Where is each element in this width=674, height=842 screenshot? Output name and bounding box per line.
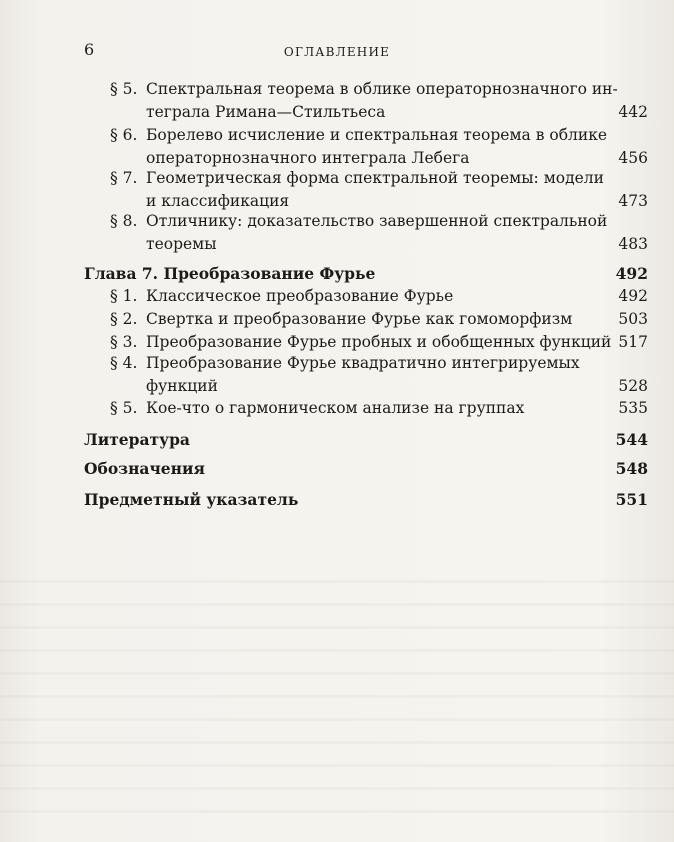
section-number: § 5.: [110, 80, 138, 98]
back-matter-title: Предметный указатель: [84, 490, 299, 509]
bleed-through-decoration: [0, 560, 674, 820]
back-matter-page: 544: [615, 430, 648, 449]
toc-entry-7-4[interactable]: [84, 354, 648, 400]
section-page: 517: [618, 333, 648, 351]
toc-entry-7-3[interactable]: [84, 333, 648, 355]
section-page: 456: [618, 149, 648, 167]
section-page: 483: [618, 235, 648, 253]
section-number: § 3.: [110, 333, 138, 351]
back-matter-title: Обозначения: [84, 459, 205, 478]
section-title: Свертка и преобразование Фурье как гомоморфизм: [146, 310, 573, 328]
section-number: § 1.: [110, 287, 138, 305]
section-number: § 5.: [110, 399, 138, 417]
back-matter-title: Литература: [84, 430, 190, 449]
toc-chapter-7[interactable]: [84, 264, 648, 286]
toc-subject-index[interactable]: [84, 490, 648, 512]
section-page: 442: [618, 103, 648, 121]
section-title-cont: тегрaла Римана—Стильтьеса: [146, 103, 386, 121]
toc-entry-6-6[interactable]: [84, 126, 648, 172]
section-title: Преобразование Фурье квадратично интегрируемых: [146, 354, 580, 372]
chapter-page: 492: [615, 264, 648, 283]
page-number: 6: [84, 40, 95, 59]
section-title: Отличнику: доказательство завершенной спектральной: [146, 212, 608, 230]
toc-entry-7-5[interactable]: [84, 399, 648, 421]
toc-entry-7-1[interactable]: [84, 287, 648, 309]
chapter-title: Глава 7. Преобразование Фурье: [84, 264, 376, 283]
section-title: Спектральная теорема в облике операторнозначного ин-: [146, 80, 618, 98]
toc-entry-6-5[interactable]: [84, 80, 648, 126]
toc-entry-7-2[interactable]: [84, 310, 648, 332]
back-matter-page: 548: [615, 459, 648, 478]
section-title: Кое-что о гармоническом анализе на группах: [146, 399, 525, 417]
toc-literature[interactable]: [84, 430, 648, 452]
section-page: 492: [618, 287, 648, 305]
running-header: ОГЛАВЛЕНИЕ: [283, 45, 391, 59]
back-matter-page: 551: [615, 490, 648, 509]
section-page: 503: [618, 310, 648, 328]
section-number: § 8.: [110, 212, 138, 230]
section-number: § 4.: [110, 354, 138, 372]
section-number: § 6.: [110, 126, 138, 144]
section-title-cont: и классификация: [146, 192, 290, 210]
section-title-cont: операторнозначного интеграла Лебега: [146, 149, 470, 167]
section-title: Геометрическая форма спектральной теоремы: модели: [146, 169, 604, 187]
section-title: Преобразование Фурье пробных и обобщенных функций: [146, 333, 612, 351]
section-number: § 2.: [110, 310, 138, 328]
toc-notation[interactable]: [84, 459, 648, 481]
section-number: § 7.: [110, 169, 138, 187]
section-title: Классическое преобразование Фурье: [146, 287, 454, 305]
section-title-cont: функций: [146, 377, 218, 395]
toc-entry-6-7[interactable]: [84, 169, 648, 215]
section-page: 473: [618, 192, 648, 210]
section-title-cont: теоремы: [146, 235, 217, 253]
toc-entry-6-8[interactable]: [84, 212, 648, 258]
section-title: Борелево исчисление и спектральная теорема в облике: [146, 126, 608, 144]
section-page: 528: [618, 377, 648, 395]
section-page: 535: [618, 399, 648, 417]
